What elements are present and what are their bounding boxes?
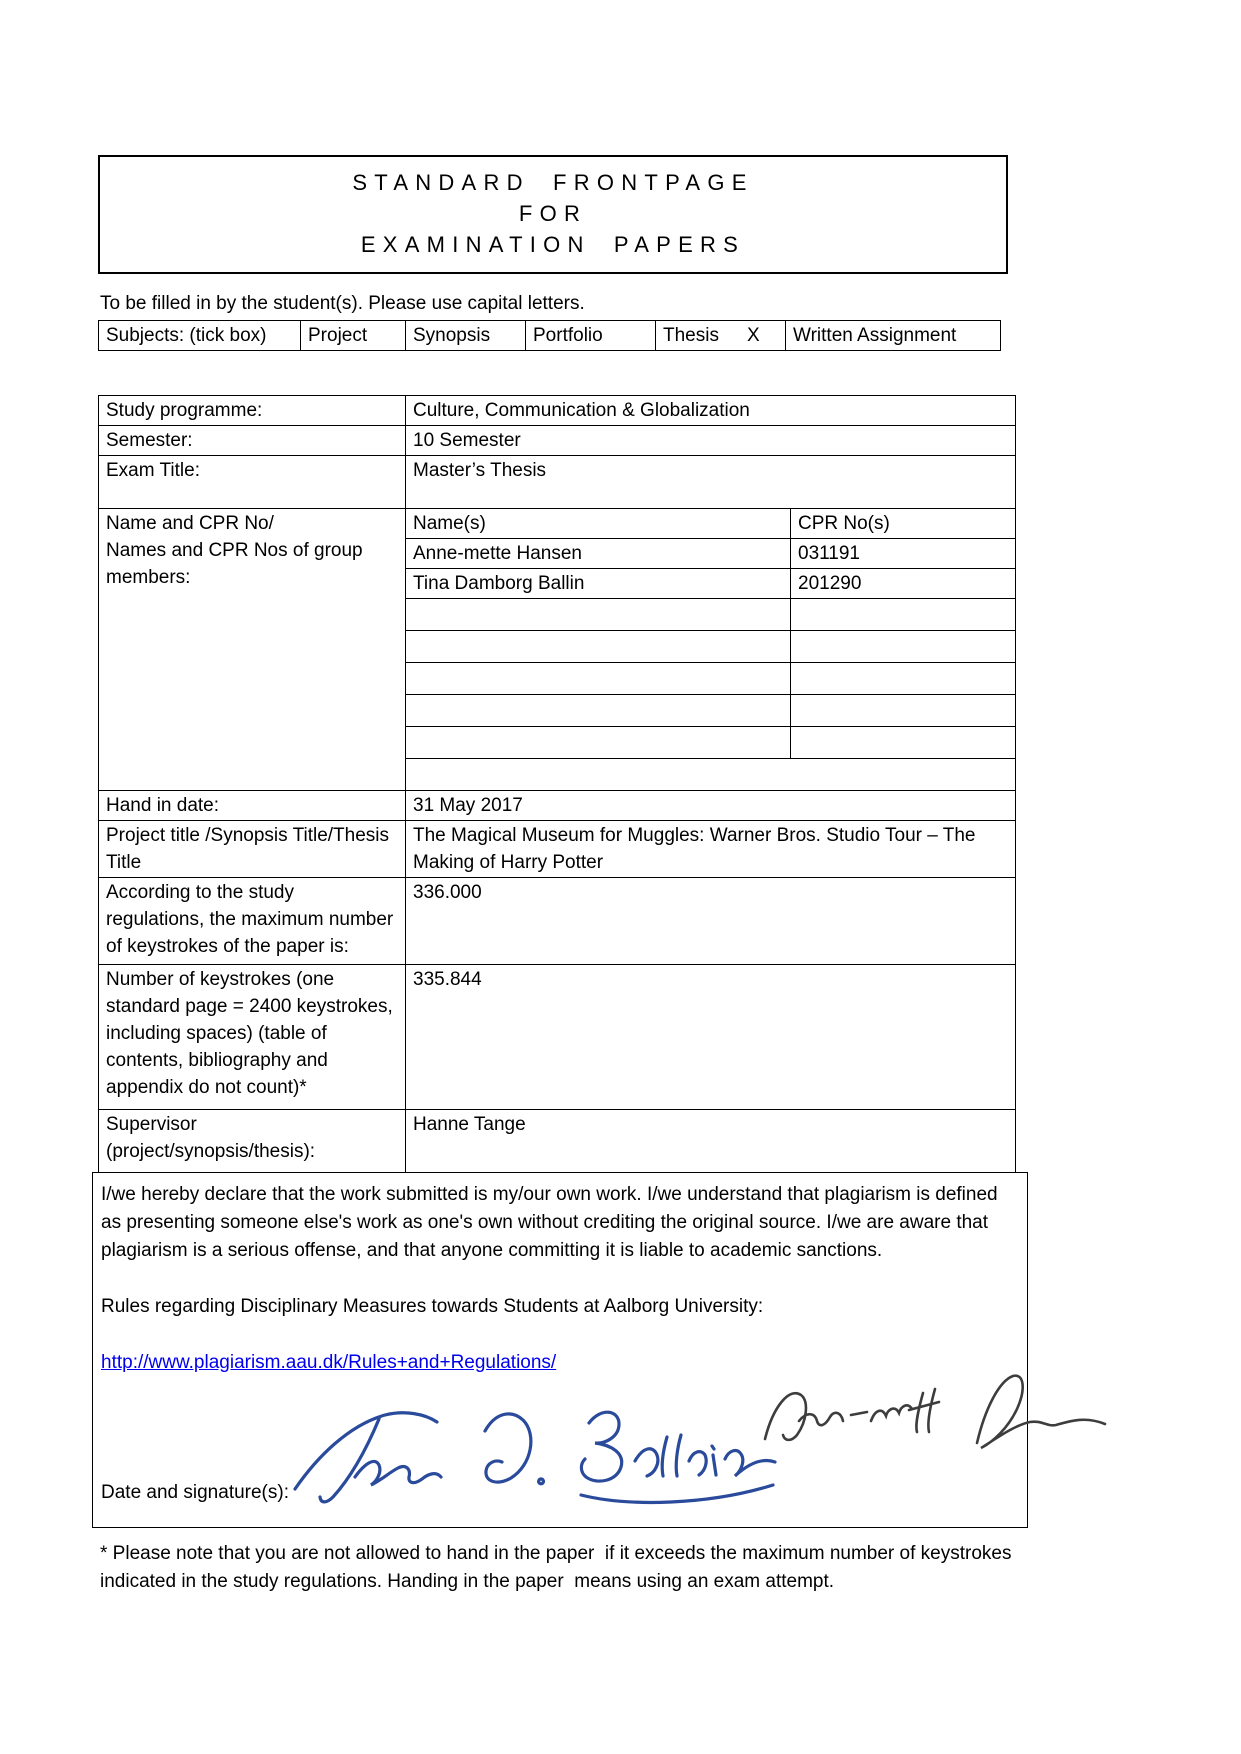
table-row: [99, 965, 1016, 1110]
project-title-label: Project title /Synopsis Title/Thesis Title: [99, 821, 406, 878]
subjects-label: Subjects: (tick box): [99, 321, 301, 351]
table-row: [99, 509, 1016, 539]
study-programme-value: Culture, Communication & Globalization: [406, 396, 1016, 426]
subjects-table: [98, 320, 1001, 351]
member-name-empty: [406, 695, 791, 727]
exam-title-value: Master’s Thesis: [406, 456, 1016, 509]
thesis-tick: X: [746, 325, 760, 346]
member-cpr-empty: [791, 631, 1016, 663]
signature-area: [101, 1403, 1017, 1521]
table-row: [99, 791, 1016, 821]
member-cpr-empty: [791, 599, 1016, 631]
subject-option-project: Project: [301, 321, 406, 351]
member-cpr: 031191: [791, 539, 1016, 569]
member-name: Anne-mette Hansen: [406, 539, 791, 569]
semester-label: Semester:: [99, 426, 406, 456]
member-name-empty: [406, 663, 791, 695]
member-name-empty: [406, 631, 791, 663]
member-row-fullwidth-empty: [406, 759, 1016, 791]
cpr-header: CPR No(s): [791, 509, 1016, 539]
max-keystrokes-label: According to the study regulations, the maximum number of keystrokes of the paper is:: [99, 878, 406, 965]
names-header: Name(s): [406, 509, 791, 539]
anne-mette-hansen-signature: [753, 1355, 1113, 1475]
table-row: [99, 1110, 1016, 1173]
table-row: [99, 426, 1016, 456]
date-signature-label: Date and signature(s):: [101, 1481, 289, 1503]
declaration-box: [92, 1172, 1028, 1528]
table-row: [99, 456, 1016, 509]
member-cpr-empty: [791, 695, 1016, 727]
subject-option-synopsis: Synopsis: [406, 321, 526, 351]
supervisor-label: Supervisor (project/synopsis/thesis):: [99, 1110, 406, 1173]
hand-in-date-label: Hand in date:: [99, 791, 406, 821]
title-box: [98, 155, 1008, 274]
supervisor-value: Hanne Tange: [406, 1110, 1016, 1173]
keystrokes-value: 335.844: [406, 965, 1016, 1110]
exam-title-label: Exam Title:: [99, 456, 406, 509]
member-cpr-empty: [791, 727, 1016, 759]
member-name-empty: [406, 727, 791, 759]
member-cpr-empty: [791, 663, 1016, 695]
member-cpr: 201290: [791, 569, 1016, 599]
plagiarism-declaration-text: I/we hereby declare that the work submitted is my/our own work. I/we understand that plagiarism is defined as presenting someone else's work as one's own without crediting the original source. I/we are aware that plagiarism is a serious offense, and that anyone committing it is liable to academic sanctions.: [101, 1183, 998, 1261]
table-row: [99, 878, 1016, 965]
keystrokes-label: Number of keystrokes (one standard page = 2400 keystrokes, including spaces) (table of contents, bibliography and appendix do not count)*: [99, 965, 406, 1110]
subject-option-written-assignment: Written Assignment: [786, 321, 1001, 351]
member-name: Tina Damborg Ballin: [406, 569, 791, 599]
study-programme-label: Study programme:: [99, 396, 406, 426]
title-line-1: STANDARD FRONTPAGE: [352, 170, 754, 195]
keystrokes-footnote: * Please note that you are not allowed to hand in the paper if it exceeds the maximum number of keystrokes indicated in the study regulations. Handing in the paper means using an exam attempt.: [100, 1542, 1017, 1592]
fill-instruction: To be filled in by the student(s). Please use capital letters.: [100, 293, 585, 314]
subject-option-portfolio: Portfolio: [526, 321, 656, 351]
tina-d-ballin-signature: [289, 1385, 799, 1515]
table-row: [99, 396, 1016, 426]
title-line-2: FOR: [518, 201, 588, 226]
title-line-3: EXAMINATION PAPERS: [360, 232, 746, 257]
project-title-value: The Magical Museum for Muggles: Warner Bros. Studio Tour – The Making of Harry Potter: [406, 821, 1016, 878]
max-keystrokes-value: 336.000: [406, 878, 1016, 965]
semester-value: 10 Semester: [406, 426, 1016, 456]
member-name-empty: [406, 599, 791, 631]
names-cpr-label: Name and CPR No/ Names and CPR Nos of group members:: [99, 509, 406, 791]
table-row: [99, 821, 1016, 878]
subject-option-thesis: Thesis X: [656, 321, 786, 351]
plagiarism-rules-link[interactable]: http://www.plagiarism.aau.dk/Rules+and+Regulations/: [101, 1351, 557, 1373]
hand-in-date-value: 31 May 2017: [406, 791, 1016, 821]
exam-info-table: [98, 395, 1016, 1173]
rules-line: Rules regarding Disciplinary Measures towards Students at Aalborg University:: [101, 1295, 764, 1317]
